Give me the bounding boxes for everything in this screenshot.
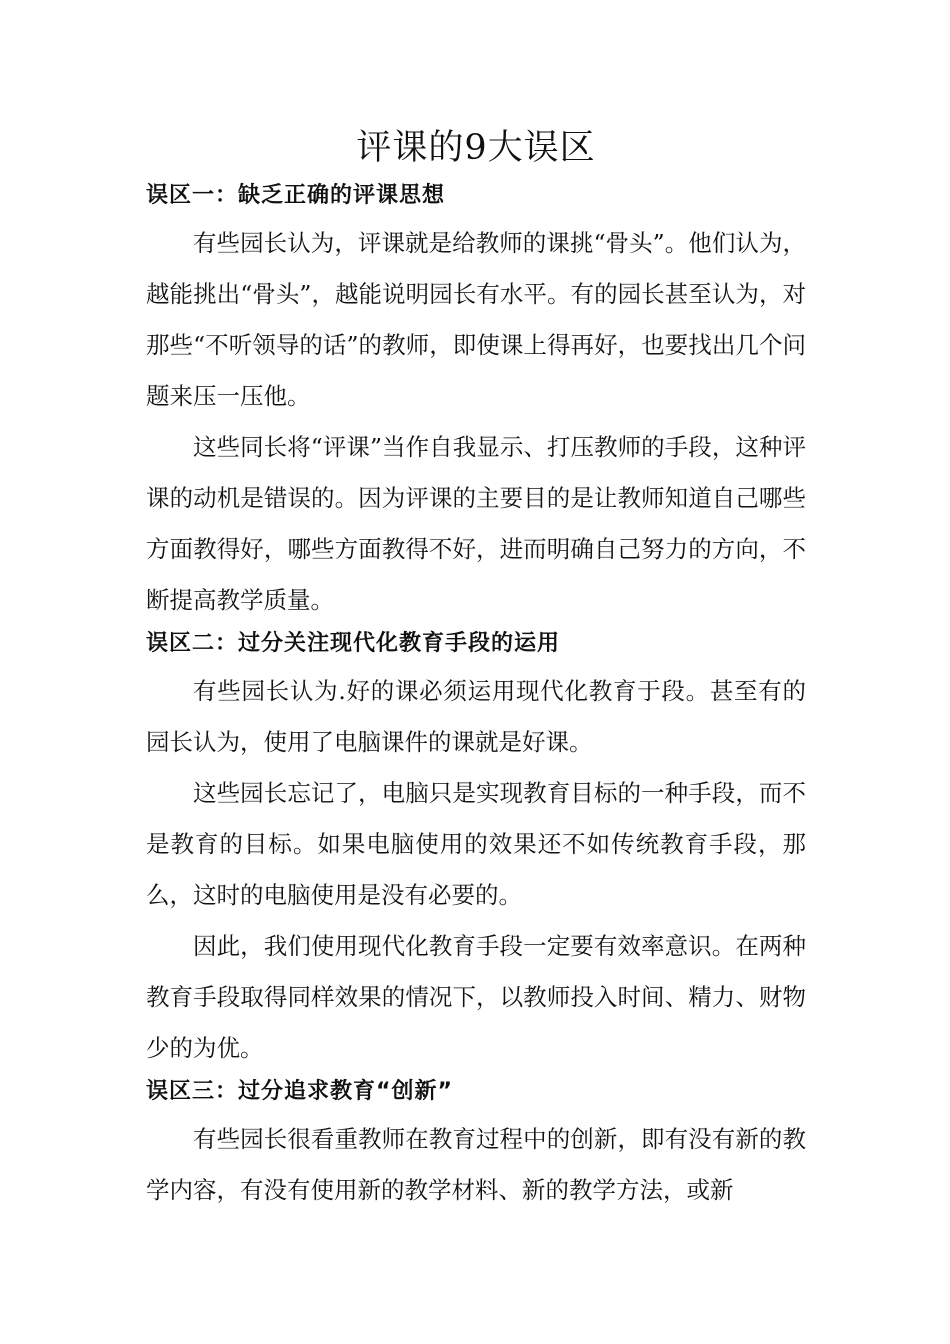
section-2 [146, 626, 806, 1074]
section-heading: 误区一：缺乏正确的评课思想 [146, 183, 446, 208]
paragraph: 有些园长很看重教师在教育过程中的创新，即有没有新的教学内容，有没有使用新的教学材料、新的教学方法，或新 [146, 1125, 806, 1204]
paragraph: 这些同长将“评课”当作自我显示、打压教师的手段，这种评课的动机是错误的。因为评课的主要目的是让教师知道自己哪些方面教得好，哪些方面教得不好，进而明确自己努力的方向，不断提高教学质量。 [146, 433, 806, 614]
paragraph: 有些园长认为，评课就是给教师的课挑“骨头”。他们认为，越能挑出“骨头”，越能说明园长有水平。有的园长甚至认为，对那些“不听领导的话”的教师，即使课上得再好，也要找出几个问题来压一压他。 [146, 229, 806, 410]
paragraph: 因此，我们使用现代化教育手段一定要有效率意识。在两种教育手段取得同样效果的情况下，以教师投入时间、精力、财物少的为优。 [146, 932, 806, 1062]
paragraph: 这些园长忘记了，电脑只是实现教育目标的一种手段，而不是教育的目标。如果电脑使用的效果还不如传统教育手段，那么，这时的电脑使用是没有必要的。 [146, 779, 806, 909]
section-heading: 误区三：过分追求教育“创新” [146, 1079, 453, 1104]
section-3 [146, 1074, 806, 1216]
section-heading: 误区二：过分关注现代化教育手段的运用 [146, 631, 561, 656]
document-page [146, 122, 806, 1216]
paragraph: 有些园长认为.好的课必须运用现代化教育于段。甚至有的园长认为，使用了电脑课件的课就是好课。 [146, 677, 806, 756]
section-1 [146, 178, 806, 626]
document-title: 评课的9大误区 [356, 128, 596, 168]
